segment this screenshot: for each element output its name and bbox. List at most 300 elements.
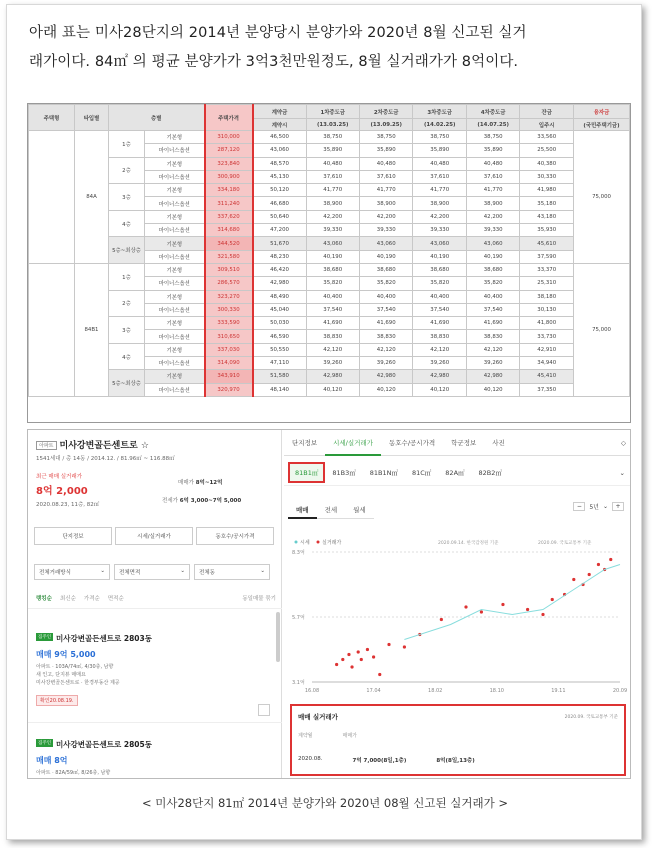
- table-cell: 마이너스옵션: [145, 383, 205, 396]
- table-header: 1차중도금: [306, 105, 359, 119]
- chevron-down-icon: ⌄: [260, 568, 265, 574]
- table-cell: 39,330: [466, 224, 519, 237]
- table-cell: 41,690: [359, 317, 412, 330]
- area-tab-81c[interactable]: 81C㎡: [411, 469, 432, 477]
- x-tick-label: 17.04: [366, 688, 381, 694]
- trade-point[interactable]: [347, 653, 350, 656]
- share-icon[interactable]: ◇: [621, 438, 626, 447]
- trade-point[interactable]: [378, 673, 381, 676]
- table-cell: 37,540: [359, 303, 412, 316]
- chevron-down-icon: ⌄: [100, 568, 105, 574]
- table-cell: 마이너스옵션: [145, 250, 205, 263]
- table-cell: 40,120: [466, 383, 519, 396]
- table-cell: 38,900: [359, 197, 412, 210]
- table-cell: 40,480: [413, 157, 466, 170]
- table-cell: 기본형: [145, 263, 205, 276]
- trade-point[interactable]: [440, 618, 443, 621]
- table-subheader: (14.07.25): [466, 119, 519, 131]
- area-tab-82b2[interactable]: 82B2㎡: [478, 469, 502, 477]
- trade-type-select[interactable]: 전체거래방식 ⌄: [34, 564, 110, 580]
- table-header: 3차중도금: [413, 105, 466, 119]
- x-tick-label: 18.10: [489, 688, 504, 694]
- area-tab-81b1n[interactable]: 81B1N㎡: [369, 469, 398, 477]
- table-cell: 35,890: [413, 144, 466, 157]
- price-cell: 309,510: [205, 263, 253, 276]
- zoom-out-button[interactable]: −: [573, 502, 585, 511]
- table-cell: 38,180: [520, 290, 574, 303]
- sort-latest[interactable]: 최신순: [59, 596, 76, 602]
- table-cell: 38,680: [306, 263, 359, 276]
- table-cell: 33,560: [520, 131, 574, 144]
- page: [6, 4, 642, 840]
- trade-price-1: 7억 7,000(8일,1층): [352, 758, 407, 764]
- trade-point[interactable]: [588, 573, 591, 576]
- floor-cell: 5층~최상층: [109, 237, 145, 264]
- table-cell: 46,500: [253, 131, 306, 144]
- trade-point[interactable]: [526, 608, 529, 611]
- price-cell: 310,000: [205, 131, 253, 144]
- legend-trade: 실거래가: [322, 540, 342, 546]
- group-listings-toggle[interactable]: 동일매물 묶기: [242, 596, 276, 602]
- price-cell: 300,330: [205, 303, 253, 316]
- tab-jeonse[interactable]: 전세: [317, 502, 346, 519]
- table-cell: 마이너스옵션: [145, 144, 205, 157]
- table-cell: 40,190: [466, 250, 519, 263]
- table-cell: 39,330: [413, 224, 466, 237]
- complex-panel: [28, 430, 282, 779]
- trade-history-title: 매매 실거래가: [298, 713, 338, 721]
- trade-history-box: [290, 704, 626, 776]
- table-subheader: (14.02.25): [413, 119, 466, 131]
- table-cell: 40,380: [520, 157, 574, 170]
- table-row: [29, 157, 630, 170]
- trade-point[interactable]: [387, 643, 390, 646]
- table-cell: 37,350: [520, 383, 574, 396]
- table-row: [29, 317, 630, 330]
- price-chart: [290, 532, 628, 700]
- table-cell: 38,900: [306, 197, 359, 210]
- table-cell: 마이너스옵션: [145, 197, 205, 210]
- table-cell: 42,200: [359, 210, 412, 223]
- table-cell: 30,130: [520, 303, 574, 316]
- table-cell: 41,770: [306, 184, 359, 197]
- table-header: 융자금: [574, 105, 630, 119]
- table-cell: 기본형: [145, 237, 205, 250]
- x-tick-label: 20.09: [612, 688, 628, 694]
- table-cell: 40,480: [466, 157, 519, 170]
- price-cell: 314,090: [205, 357, 253, 370]
- trade-tabs: [288, 502, 374, 519]
- table-header: 계약금: [253, 105, 306, 119]
- naver-screenshot: [27, 429, 631, 779]
- trade-point[interactable]: [501, 603, 504, 606]
- table-cell: 38,750: [413, 131, 466, 144]
- table-subheader: (13.09.25): [359, 119, 412, 131]
- floor-cell: 4층: [109, 343, 145, 370]
- chevron-down-icon[interactable]: ⌄: [619, 468, 625, 477]
- table-cell: 37,610: [466, 170, 519, 183]
- table-cell: 40,480: [359, 157, 412, 170]
- sort-ranking[interactable]: 랭킹순: [36, 596, 52, 602]
- table-row: [29, 237, 630, 250]
- complex-meta: 1541세대 / 총 14동 / 2014.12. / 81.96㎡ ~ 116.88㎡: [36, 456, 175, 462]
- trade-point[interactable]: [572, 578, 575, 581]
- table-cell: 마이너스옵션: [145, 224, 205, 237]
- area-tabs: [284, 460, 631, 486]
- table-cell: 39,260: [466, 357, 519, 370]
- table-header: 타입별: [75, 105, 109, 131]
- tab-unit-price[interactable]: 동호수/공시가격: [389, 438, 436, 447]
- loan-cell: 75,000: [574, 263, 630, 396]
- table-cell: 40,190: [359, 250, 412, 263]
- table-row: [29, 343, 630, 356]
- price-cell: 344,520: [205, 237, 253, 250]
- table-cell: 45,040: [253, 303, 306, 316]
- table-cell: 39,330: [359, 224, 412, 237]
- table-cell: 42,200: [466, 210, 519, 223]
- table-cell: 41,770: [466, 184, 519, 197]
- listing-item[interactable]: [36, 626, 276, 706]
- zoom-in-button[interactable]: +: [612, 502, 624, 511]
- table-cell: 38,830: [359, 330, 412, 343]
- table-cell: 기본형: [145, 157, 205, 170]
- table-cell: 마이너스옵션: [145, 303, 205, 316]
- listing-agent: 미사강변골든센트로 · 한경부동산 제공: [36, 680, 120, 686]
- table-cell: 47,200: [253, 224, 306, 237]
- period-select[interactable]: 5년: [589, 504, 599, 511]
- complex-title: [36, 438, 149, 451]
- table-cell: 42,980: [413, 370, 466, 383]
- price-cell: 323,270: [205, 290, 253, 303]
- table-subheader: 입주시: [520, 119, 574, 131]
- table-cell: 50,550: [253, 343, 306, 356]
- table-cell: 41,800: [520, 317, 574, 330]
- complex-name[interactable]: 미사강변골든센트로 ☆: [59, 441, 149, 451]
- trade-point[interactable]: [464, 605, 467, 608]
- table-cell: 38,680: [466, 263, 519, 276]
- trade-point[interactable]: [360, 658, 363, 661]
- price-cell: 314,680: [205, 224, 253, 237]
- type-cell: 84B1: [75, 263, 109, 396]
- table-cell: 40,400: [359, 290, 412, 303]
- table-cell: 기본형: [145, 370, 205, 383]
- price-cell: 320,970: [205, 383, 253, 396]
- table-cell: 42,120: [413, 343, 466, 356]
- table-cell: 39,260: [359, 357, 412, 370]
- tab-price[interactable]: 시세/실거래가: [325, 430, 381, 456]
- table-cell: 40,480: [306, 157, 359, 170]
- trade-point[interactable]: [609, 558, 612, 561]
- price-cell: 337,620: [205, 210, 253, 223]
- listing-desc-2: 새 인고, 단지뷰 매매요: [36, 672, 86, 678]
- table-cell: 기본형: [145, 131, 205, 144]
- table-cell: 37,540: [413, 303, 466, 316]
- floor-cell: 3층: [109, 184, 145, 211]
- table-header: 2차중도금: [359, 105, 412, 119]
- trade-price-2: 8억(8일,13층): [436, 758, 475, 764]
- table-cell: 35,180: [520, 197, 574, 210]
- table-cell: 38,750: [306, 131, 359, 144]
- complex-tag: 아파트: [36, 441, 57, 450]
- area-select[interactable]: 전체면적 ⌄: [114, 564, 190, 580]
- table-cell: 42,980: [466, 370, 519, 383]
- table-cell: 39,330: [306, 224, 359, 237]
- table-subheader: 계약시: [253, 119, 306, 131]
- trade-point[interactable]: [597, 563, 600, 566]
- area-tab-81b1[interactable]: 81B1㎡: [288, 462, 325, 483]
- table-cell: 43,060: [466, 237, 519, 250]
- table-row: [29, 290, 630, 303]
- trade-point[interactable]: [372, 655, 375, 658]
- price-cell: 310,650: [205, 330, 253, 343]
- x-tick-label: 16.08: [304, 688, 320, 694]
- table-cell: 42,200: [306, 210, 359, 223]
- complex-info-button[interactable]: 단지정보: [34, 527, 112, 545]
- table-cell: 35,820: [306, 277, 359, 290]
- x-tick-label: 18.02: [428, 688, 443, 694]
- table-cell: 43,060: [306, 237, 359, 250]
- table-cell: 40,400: [306, 290, 359, 303]
- table-cell: 40,120: [306, 383, 359, 396]
- table-row: [29, 131, 630, 144]
- price-cell: 300,900: [205, 170, 253, 183]
- intro-text: [29, 19, 629, 77]
- table-cell: 46,680: [253, 197, 306, 210]
- table-cell: 37,610: [306, 170, 359, 183]
- table-cell: 45,410: [520, 370, 574, 383]
- table-cell: 35,820: [466, 277, 519, 290]
- table-cell: 38,680: [413, 263, 466, 276]
- trade-point[interactable]: [366, 648, 369, 651]
- owner-badge: 집주인: [38, 634, 52, 640]
- caption: < 미사28단지 81㎡ 2014년 분양가와 2020년 08월 신고된 실거래가 >: [141, 796, 509, 810]
- recent-label: 최근 매매 실거래가: [36, 474, 83, 480]
- table-cell: 40,120: [359, 383, 412, 396]
- price-cell: 333,590: [205, 317, 253, 330]
- table-cell: 기본형: [145, 317, 205, 330]
- intro-line-2: 래가이다. 84㎡ 의 평균 분양가가 3억3천만원정도, 8월 실거래가가 8억이다.: [29, 54, 519, 70]
- table-cell: 35,820: [413, 277, 466, 290]
- table-cell: 45,610: [520, 237, 574, 250]
- table-cell: 42,980: [253, 277, 306, 290]
- table-cell: 마이너스옵션: [145, 357, 205, 370]
- price-panel: [284, 430, 631, 779]
- listing-name: 미사강변골든센트로 2803동: [56, 634, 152, 643]
- listing-price: 매매 8억: [36, 756, 68, 765]
- tab-monthly[interactable]: 월세: [345, 502, 374, 519]
- table-cell: 50,030: [253, 317, 306, 330]
- table-cell: 38,750: [466, 131, 519, 144]
- table-cell: 41,770: [359, 184, 412, 197]
- tab-school[interactable]: 학군정보: [451, 438, 477, 447]
- sort-price[interactable]: 가격순: [83, 596, 100, 602]
- table-cell: 38,830: [413, 330, 466, 343]
- listing-price: 매매 9억 5,000: [36, 650, 96, 659]
- table-cell: 46,420: [253, 263, 306, 276]
- recent-date: 2020.08.23, 11층, 82㎡: [36, 502, 100, 508]
- table-cell: 34,940: [520, 357, 574, 370]
- table-cell: 42,980: [306, 370, 359, 383]
- sort-area[interactable]: 면적순: [107, 596, 124, 602]
- table-cell: 35,890: [466, 144, 519, 157]
- scrollbar[interactable]: [276, 612, 280, 662]
- range1-label: 매매가: [178, 480, 194, 486]
- table-cell: 40,400: [466, 290, 519, 303]
- table-row: [29, 184, 630, 197]
- col-price: 매매가: [342, 733, 357, 739]
- table-cell: 40,190: [413, 250, 466, 263]
- price-cell: 286,570: [205, 277, 253, 290]
- chevron-down-icon: ⌄: [602, 503, 608, 510]
- tab-photos[interactable]: 사진: [492, 438, 505, 447]
- table-cell: 42,120: [359, 343, 412, 356]
- table-cell: 마이너스옵션: [145, 330, 205, 343]
- table-cell: 39,260: [306, 357, 359, 370]
- chart-note-1: 2020.09.14. 한국감정원 기준: [438, 541, 499, 546]
- table-cell: 기본형: [145, 290, 205, 303]
- table-cell: 43,180: [520, 210, 574, 223]
- owner-badge: 집주인: [38, 740, 52, 746]
- table-cell: 41,770: [413, 184, 466, 197]
- table-cell: 33,730: [520, 330, 574, 343]
- table-cell: 40,190: [306, 250, 359, 263]
- sort-bar: [36, 594, 276, 602]
- table-cell: 37,540: [306, 303, 359, 316]
- trade-point[interactable]: [403, 645, 406, 648]
- table-cell: 45,130: [253, 170, 306, 183]
- table-cell: 38,830: [466, 330, 519, 343]
- table-cell: 37,590: [520, 250, 574, 263]
- table-cell: 35,890: [359, 144, 412, 157]
- table-cell: 25,310: [520, 277, 574, 290]
- table-cell: 42,980: [359, 370, 412, 383]
- trade-month: 2020.08.: [298, 756, 323, 762]
- price-table: [27, 103, 631, 423]
- price-cell: 321,580: [205, 250, 253, 263]
- table-cell: 46,590: [253, 330, 306, 343]
- table-header: 주택형: [29, 105, 75, 131]
- area-tab-82a[interactable]: 82A㎡: [445, 469, 465, 477]
- trade-point[interactable]: [480, 610, 483, 613]
- table-cell: 42,200: [413, 210, 466, 223]
- price-cell: 311,240: [205, 197, 253, 210]
- table-cell: 40,400: [413, 290, 466, 303]
- x-tick-label: 19.11: [551, 688, 566, 694]
- table-cell: 37,540: [466, 303, 519, 316]
- price-cell: 334,180: [205, 184, 253, 197]
- floor-cell: 5층~최상층: [109, 370, 145, 397]
- floor-cell: 3층: [109, 317, 145, 344]
- table-cell: 47,110: [253, 357, 306, 370]
- legend-marker-market: [295, 541, 298, 544]
- table-row: [29, 263, 630, 276]
- listing-desc: 아파트 · 82A/59㎡, 8/26층, 남향: [36, 770, 111, 776]
- trade-point[interactable]: [551, 598, 554, 601]
- floor-cell: 2층: [109, 290, 145, 317]
- table-cell: 37,610: [413, 170, 466, 183]
- col-month: 계약월: [298, 733, 313, 739]
- chart-note-2: 2020.09. 국토교통부 기준: [538, 541, 592, 546]
- listing-item[interactable]: [36, 732, 276, 777]
- range2-label: 전세가: [162, 498, 178, 504]
- table-cell: 41,690: [466, 317, 519, 330]
- table-cell: 35,890: [306, 144, 359, 157]
- price-button[interactable]: 시세/실거래가: [115, 527, 193, 545]
- table-cell: 41,690: [413, 317, 466, 330]
- legend-marker-trade: [317, 541, 320, 544]
- building-select[interactable]: 전체동 ⌄: [194, 564, 270, 580]
- table-row: [29, 210, 630, 223]
- type-cell: 84A: [75, 131, 109, 264]
- price-cell: 343,910: [205, 370, 253, 383]
- listing-desc: 아파트 · 103A/74㎡, 4/30층, 남향: [36, 664, 114, 670]
- listing-image-icon[interactable]: [258, 704, 270, 716]
- price-cell: 287,120: [205, 144, 253, 157]
- table-cell: 38,900: [466, 197, 519, 210]
- table-cell: 42,120: [306, 343, 359, 356]
- trade-point[interactable]: [357, 650, 360, 653]
- table-cell: 50,640: [253, 210, 306, 223]
- legend-market: 시세: [300, 540, 310, 546]
- floor-cell: 1층: [109, 131, 145, 158]
- trade-point[interactable]: [541, 613, 544, 616]
- table-cell: 42,120: [466, 343, 519, 356]
- table-cell: 35,930: [520, 224, 574, 237]
- table-cell: 42,910: [520, 343, 574, 356]
- unit-price-button[interactable]: 동호수/공시가격: [196, 527, 274, 545]
- trade-history-source: 2020.09. 국토교통부 기준: [564, 715, 618, 720]
- floor-cell: 2층: [109, 157, 145, 184]
- table-cell: 33,370: [520, 263, 574, 276]
- table-cell: 48,570: [253, 157, 306, 170]
- price-cell: 337,030: [205, 343, 253, 356]
- table-cell: 37,610: [359, 170, 412, 183]
- table-cell: 35,820: [359, 277, 412, 290]
- price-cell: 323,840: [205, 157, 253, 170]
- table-cell: 기본형: [145, 184, 205, 197]
- trade-point[interactable]: [335, 663, 338, 666]
- floor-cell: 4층: [109, 210, 145, 237]
- table-cell: 48,230: [253, 250, 306, 263]
- listing-name: 미사강변골든센트로 2805동: [56, 740, 152, 749]
- table-cell: 43,060: [413, 237, 466, 250]
- y-tick-label: 8.3억: [292, 550, 305, 556]
- table-cell: 51,670: [253, 237, 306, 250]
- table-subheader: (13.03.25): [306, 119, 359, 131]
- trade-point[interactable]: [341, 658, 344, 661]
- table-cell: 50,120: [253, 184, 306, 197]
- area-tab-81b3[interactable]: 81B3㎡: [332, 469, 356, 477]
- y-tick-label: 5.7억: [292, 615, 305, 621]
- table-row: [29, 370, 630, 383]
- table-cell: 39,260: [413, 357, 466, 370]
- table-cell: 43,060: [253, 144, 306, 157]
- table-cell: 41,690: [306, 317, 359, 330]
- intro-line-1: 아래 표는 미사28단지의 2014년 분양당시 분양가와 2020년 8월 신고된 실거: [29, 25, 527, 41]
- range2-value: 6억 3,000~7억 5,000: [179, 498, 242, 504]
- floor-cell: 1층: [109, 263, 145, 290]
- table-header: 4차중도금: [466, 105, 519, 119]
- confirm-date-badge: 확인20.08.19.: [36, 695, 78, 706]
- trade-point[interactable]: [350, 665, 353, 668]
- table-cell: 38,680: [359, 263, 412, 276]
- table-cell: 51,580: [253, 370, 306, 383]
- tab-complex-info[interactable]: 단지정보: [292, 438, 318, 447]
- tab-sale[interactable]: 매매: [288, 502, 317, 519]
- table-cell: 30,330: [520, 170, 574, 183]
- table-cell: 41,980: [520, 184, 574, 197]
- table-cell: 마이너스옵션: [145, 170, 205, 183]
